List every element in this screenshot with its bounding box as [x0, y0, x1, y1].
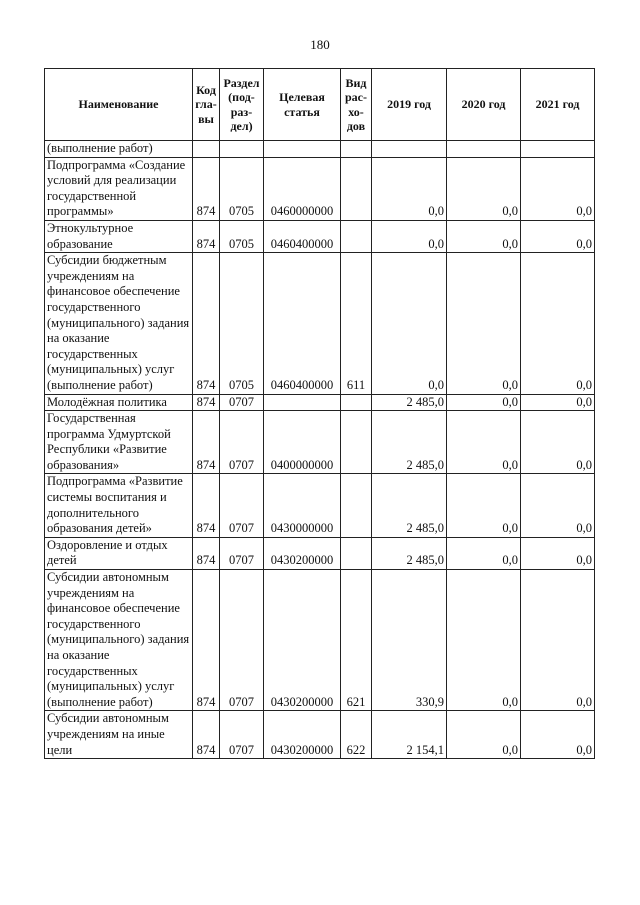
table-row — [45, 474, 595, 537]
row-2020: 0,0 — [447, 394, 521, 411]
row-name: Подпрограмма «Развитие системы воспитания и дополнительного образования детей» — [45, 474, 193, 537]
row-name: Государственная программа Удмуртской Республики «Развитие образования» — [45, 411, 193, 474]
row-razdel — [220, 141, 264, 158]
row-2020: 0,0 — [447, 570, 521, 711]
header-razdel: Раздел (под-раз-дел) — [220, 69, 264, 141]
table-row — [45, 570, 595, 711]
row-kod: 874 — [193, 394, 220, 411]
header-2020: 2020 год — [447, 69, 521, 141]
row-name: (выполнение работ) — [45, 141, 193, 158]
row-2019: 2 154,1 — [372, 711, 447, 759]
table-row — [45, 411, 595, 474]
row-name: Субсидии автономным учреждениям на финансовое обеспечение государственного (муниципального) задания на оказание государственных (муниципальных) услуг (выполнение работ) — [45, 570, 193, 711]
row-statya: 0430200000 — [264, 537, 341, 569]
row-vid — [341, 394, 372, 411]
row-2020: 0,0 — [447, 474, 521, 537]
row-vid — [341, 141, 372, 158]
row-vid — [341, 474, 372, 537]
row-kod: 874 — [193, 411, 220, 474]
row-kod: 874 — [193, 220, 220, 252]
header-2019: 2019 год — [372, 69, 447, 141]
row-2021: 0,0 — [521, 711, 595, 759]
row-statya: 0460400000 — [264, 220, 341, 252]
page-number: 180 — [310, 37, 330, 52]
row-vid: 611 — [341, 253, 372, 394]
row-2019: 330,9 — [372, 570, 447, 711]
table-row — [45, 141, 595, 158]
row-vid — [341, 537, 372, 569]
row-2019: 2 485,0 — [372, 474, 447, 537]
row-2019: 0,0 — [372, 220, 447, 252]
table-row — [45, 537, 595, 569]
row-2021: 0,0 — [521, 157, 595, 220]
row-name: Подпрограмма «Создание условий для реализации государственной программы» — [45, 157, 193, 220]
row-2021: 0,0 — [521, 570, 595, 711]
row-razdel: 0707 — [220, 570, 264, 711]
row-2019 — [372, 141, 447, 158]
row-statya: 0460400000 — [264, 253, 341, 394]
row-vid — [341, 411, 372, 474]
table-row — [45, 394, 595, 411]
row-kod: 874 — [193, 537, 220, 569]
header-tselevaya-statya: Целевая статья — [264, 69, 341, 141]
row-statya: 0430200000 — [264, 570, 341, 711]
row-2020: 0,0 — [447, 157, 521, 220]
row-kod: 874 — [193, 474, 220, 537]
row-2020: 0,0 — [447, 711, 521, 759]
row-name: Молодёжная политика — [45, 394, 193, 411]
row-2019: 2 485,0 — [372, 537, 447, 569]
row-2020: 0,0 — [447, 411, 521, 474]
row-kod: 874 — [193, 570, 220, 711]
row-2020: 0,0 — [447, 220, 521, 252]
table-row — [45, 157, 595, 220]
row-razdel: 0705 — [220, 220, 264, 252]
header-vid-raskhodov: Вид рас-хо-дов — [341, 69, 372, 141]
row-name: Этнокультурное образование — [45, 220, 193, 252]
row-razdel: 0707 — [220, 474, 264, 537]
budget-table — [44, 68, 595, 759]
header-2021: 2021 год — [521, 69, 595, 141]
row-name: Субсидии бюджетным учреждениям на финансовое обеспечение государственного (муниципального) задания на оказание государственных (муниципальных) услуг (выполнение работ) — [45, 253, 193, 394]
row-2021: 0,0 — [521, 537, 595, 569]
row-2019: 2 485,0 — [372, 394, 447, 411]
row-2021: 0,0 — [521, 411, 595, 474]
row-vid — [341, 220, 372, 252]
row-statya: 0430200000 — [264, 711, 341, 759]
row-2021: 0,0 — [521, 394, 595, 411]
row-2019: 0,0 — [372, 157, 447, 220]
table-row — [45, 253, 595, 394]
row-name: Субсидии автономным учреждениям на иные цели — [45, 711, 193, 759]
header-kod-glavy: Код гла-вы — [193, 69, 220, 141]
table-header-row — [45, 69, 595, 141]
row-vid: 622 — [341, 711, 372, 759]
row-2021: 0,0 — [521, 253, 595, 394]
row-statya: 0430000000 — [264, 474, 341, 537]
row-2019: 2 485,0 — [372, 411, 447, 474]
row-razdel: 0707 — [220, 394, 264, 411]
row-2021: 0,0 — [521, 474, 595, 537]
row-2020: 0,0 — [447, 537, 521, 569]
row-name: Оздоровление и отдых детей — [45, 537, 193, 569]
row-kod: 874 — [193, 253, 220, 394]
row-razdel: 0705 — [220, 157, 264, 220]
row-2019: 0,0 — [372, 253, 447, 394]
row-2020 — [447, 141, 521, 158]
row-kod: 874 — [193, 157, 220, 220]
row-razdel: 0707 — [220, 411, 264, 474]
row-kod: 874 — [193, 711, 220, 759]
table-row — [45, 220, 595, 252]
row-razdel: 0707 — [220, 537, 264, 569]
row-razdel: 0705 — [220, 253, 264, 394]
row-razdel: 0707 — [220, 711, 264, 759]
row-2021: 0,0 — [521, 220, 595, 252]
row-statya: 0400000000 — [264, 411, 341, 474]
row-2021 — [521, 141, 595, 158]
row-kod — [193, 141, 220, 158]
row-statya: 0460000000 — [264, 157, 341, 220]
row-statya — [264, 141, 341, 158]
header-name: Наименование — [45, 69, 193, 141]
row-statya — [264, 394, 341, 411]
table-row — [45, 711, 595, 759]
row-vid — [341, 157, 372, 220]
row-2020: 0,0 — [447, 253, 521, 394]
row-vid: 621 — [341, 570, 372, 711]
